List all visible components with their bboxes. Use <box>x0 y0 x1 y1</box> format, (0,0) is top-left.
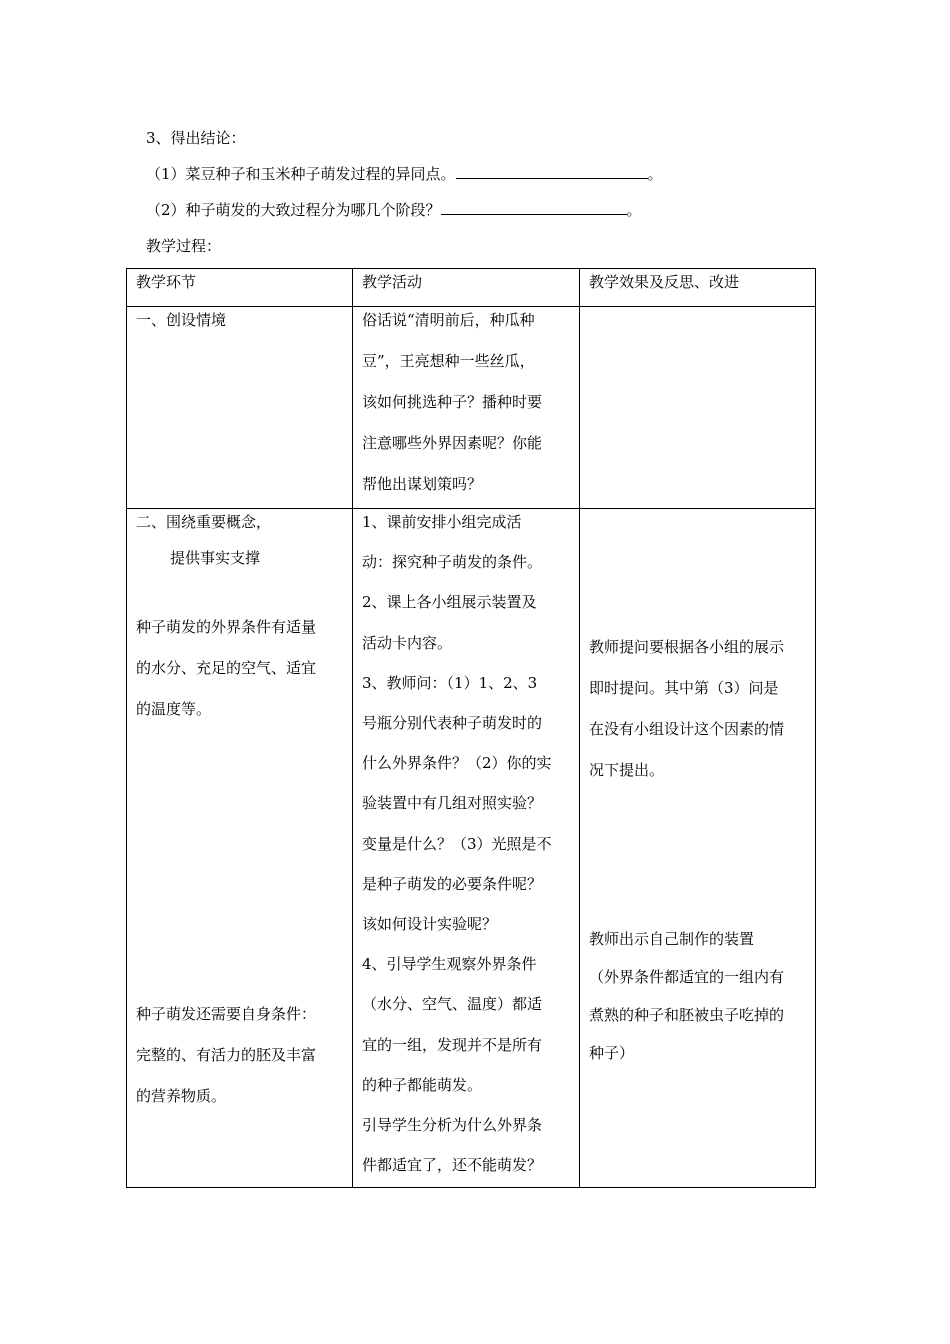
concept-1-line: 的水分、充足的空气、适宜 <box>136 659 317 677</box>
reflection-1-line: 教师提问要根据各小组的展示 <box>589 638 785 656</box>
row2-reflection-2 <box>589 920 784 1072</box>
row1-section: 一、创设情境 <box>136 311 227 329</box>
row2-activity-line: 该如何设计实验呢？ <box>362 915 498 934</box>
answer-blank-2[interactable] <box>441 200 627 215</box>
row2-activity-line: 动：探究种子萌发的条件。 <box>362 553 543 572</box>
row2-concept-2 <box>136 994 316 1117</box>
row2-activity-line: 什么外界条件？（2）你的实 <box>362 754 552 773</box>
row1-activity-line: 该如何挑选种子？播种时要 <box>362 393 543 411</box>
row1-activity <box>362 300 542 505</box>
concept-1-line: 的温度等。 <box>136 700 212 718</box>
table-border-bottom <box>126 1187 816 1188</box>
reflection-1-line: 即时提问。其中第（3）问是 <box>589 679 779 697</box>
row2-activity-line: 号瓶分别代表种子萌发时的 <box>362 714 543 733</box>
row2-activity-line: 引导学生分析为什么外界条 <box>362 1116 543 1135</box>
row2-activity <box>362 502 552 1185</box>
table-border-top <box>126 268 816 269</box>
header-teaching-stage: 教学环节 <box>136 273 197 291</box>
reflection-2-line: 种子） <box>589 1044 635 1062</box>
question-1 <box>146 164 663 184</box>
row2-section-title: 二、围绕重要概念， <box>136 513 272 531</box>
row1-activity-line: 帮他出谋划策吗？ <box>362 475 483 493</box>
reflection-2-line: （外界条件都适宜的一组内有 <box>589 968 785 986</box>
conclusion-heading: 3、得出结论： <box>146 129 246 147</box>
row2-activity-line: 验装置中有几组对照实验？ <box>362 794 543 813</box>
concept-2-line: 完整的、有活力的胚及丰富 <box>136 1046 317 1064</box>
question-2-text: （2）种子萌发的大致过程分为哪几个阶段？ <box>146 201 441 219</box>
table-divider-1 <box>352 268 353 1188</box>
row1-activity-line: 豆”，王亮想种一些丝瓜， <box>362 352 535 370</box>
row1-activity-line: 注意哪些外界因素呢？你能 <box>362 434 543 452</box>
row2-activity-line: 件都适宜了，还不能萌发？ <box>362 1156 543 1175</box>
concept-1-line: 种子萌发的外界条件有适量 <box>136 618 317 636</box>
row2-section-sub: 提供事实支撑 <box>170 549 261 567</box>
row2-activity-line: 是种子萌发的必要条件呢？ <box>362 874 543 893</box>
row2-activity-line: 1、课前安排小组完成活 <box>362 513 522 531</box>
process-title: 教学过程： <box>146 237 222 255</box>
row2-activity-line: 宜的一组，发现并不是所有 <box>362 1035 543 1054</box>
question-1-text: （1）菜豆种子和玉米种子萌发过程的异同点。 <box>146 165 456 183</box>
row2-reflection-1 <box>589 627 784 791</box>
reflection-2-line: 煮熟的种子和胚被虫子吃掉的 <box>589 1006 785 1024</box>
reflection-1-line: 在没有小组设计这个因素的情 <box>589 720 785 738</box>
concept-2-line: 的营养物质。 <box>136 1087 227 1105</box>
row2-activity-line: 变量是什么？（3）光照是不 <box>362 834 552 853</box>
row2-activity-line: 的种子都能萌发。 <box>362 1075 483 1094</box>
reflection-2-line: 教师出示自己制作的装置 <box>589 930 755 948</box>
table-border-right <box>815 268 816 1188</box>
reflection-1-line: 况下提出。 <box>589 761 665 779</box>
row2-activity-line: 2、课上各小组展示装置及 <box>362 593 537 612</box>
row2-activity-line: （水分、空气、温度）都适 <box>362 995 543 1014</box>
row2-activity-line: 活动卡内容。 <box>362 633 453 652</box>
row2-activity-line: 3、教师问：（1）1、2、3 <box>362 673 538 692</box>
row2-activity-line: 4、引导学生观察外界条件 <box>362 955 537 974</box>
header-reflection: 教学效果及反思、改进 <box>589 273 740 291</box>
concept-2-line: 种子萌发还需要自身条件： <box>136 1005 317 1023</box>
row1-activity-line: 俗话说“清明前后，种瓜种 <box>362 311 535 329</box>
question-1-end: 。 <box>647 165 663 183</box>
question-2 <box>146 200 642 220</box>
answer-blank-1[interactable] <box>456 164 648 179</box>
table-border-left <box>126 268 127 1188</box>
row2-concept-1 <box>136 607 316 730</box>
header-teaching-activity: 教学活动 <box>362 273 423 291</box>
question-2-end: 。 <box>626 201 642 219</box>
table-divider-2 <box>579 268 580 1188</box>
